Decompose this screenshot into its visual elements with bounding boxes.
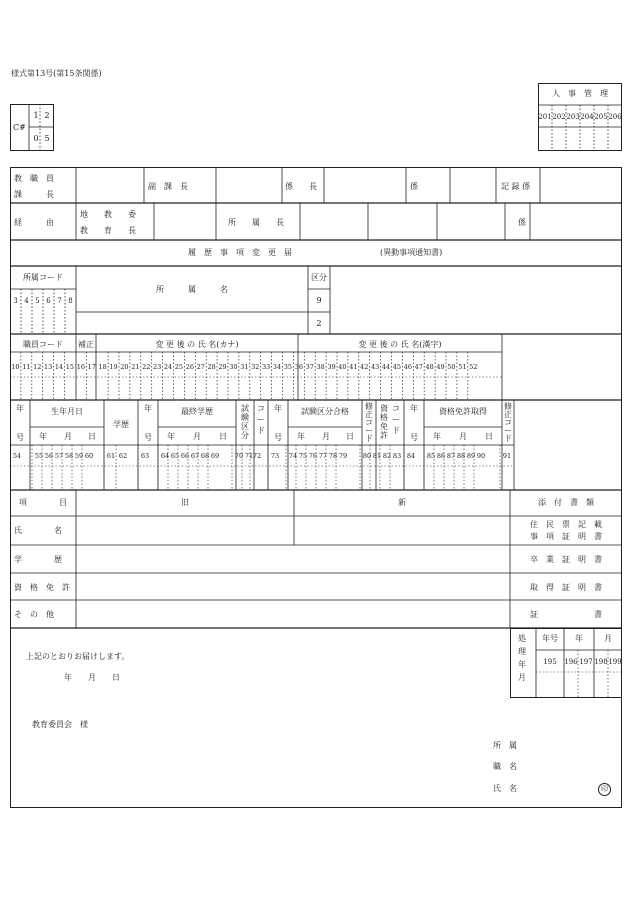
name-code: 45	[392, 363, 402, 371]
detail-code: 61	[106, 452, 116, 460]
name-code: 18	[98, 363, 107, 371]
staff-code-label: 職員コード	[23, 340, 63, 349]
shikaku-go: 号	[410, 433, 418, 442]
name-code: 36	[294, 363, 303, 371]
birth-year: 年	[39, 432, 47, 441]
name-code: 43	[370, 363, 380, 371]
koumoku-header: 項 目	[19, 498, 67, 507]
saishu-month: 月	[193, 432, 201, 441]
shikaku-code-label: コ	[392, 404, 400, 413]
name-code: 48	[425, 363, 434, 371]
shori-code: 196	[564, 658, 578, 666]
sig-dept-label: 所 属	[493, 741, 517, 750]
detail-nen: 年	[16, 404, 24, 413]
shikaku-label: 免	[380, 422, 388, 431]
attach-name-1: 住 民 票 記 載	[530, 520, 602, 529]
name-code: 46	[403, 363, 412, 371]
detail-code: 79	[338, 452, 348, 460]
c-digit: 5	[44, 134, 50, 143]
name-code: 39	[327, 363, 336, 371]
sig-name-label: 氏 名	[493, 784, 517, 793]
shozoku-code: 3	[13, 297, 18, 305]
shori-nengo: 年号	[542, 634, 558, 643]
pass-month: 月	[322, 432, 330, 441]
shikaku-code-label: ド	[392, 426, 400, 435]
detail-code: 77	[318, 452, 328, 460]
attach-gakureki: 卒 業 証 明 書	[530, 555, 602, 564]
kana-name-label: 変 更 後 の 氏 名(カナ)	[155, 340, 239, 349]
item-label-shikaku: 資 格 免 許	[14, 583, 70, 592]
name-code: 35	[283, 363, 293, 371]
name-code: 11	[22, 363, 31, 371]
name-code: 51	[458, 363, 467, 371]
name-code: 49	[436, 363, 445, 371]
approval-chikyoi: 地 教 委	[80, 210, 136, 219]
shiken-kubun-label: 分	[241, 431, 249, 440]
form-title: 履 歴 事 項 変 更 届	[188, 248, 292, 257]
shozoku-code: 4	[24, 297, 29, 305]
saishu-day: 日	[219, 432, 227, 441]
shori-label: 処	[518, 634, 526, 643]
approval-staff: 教 職 員	[14, 174, 54, 183]
hosei-code-label: 修	[365, 402, 373, 411]
name-code: 23	[152, 363, 162, 371]
approval-kakari-2: 係	[518, 218, 526, 227]
detail-code: 68	[200, 452, 210, 460]
detail-code: 90	[476, 452, 486, 460]
name-code: 10	[11, 363, 20, 371]
hosei-code-label-2: ー	[504, 426, 512, 435]
name-code: 42	[360, 363, 369, 371]
approval-kyoikucho: 教 育 長	[80, 226, 136, 235]
name-code: 19	[109, 363, 118, 371]
hosei-code-label: 正	[365, 410, 373, 419]
sig-position-label: 職 名	[493, 762, 517, 771]
jinji-code: 203	[566, 113, 580, 121]
approval-kakaricho: 係 長	[285, 182, 317, 191]
new-header: 新	[398, 498, 406, 507]
c-digit: 2	[44, 111, 50, 120]
approval-kacho: 課 長	[14, 190, 54, 199]
jinji-code: 201	[538, 113, 552, 121]
approval-kiroku: 記 録 係	[501, 182, 531, 191]
jinji-code: 204	[580, 113, 594, 121]
gakureki-label: 学歴	[113, 420, 129, 429]
shiken-code-label: コ	[257, 404, 265, 413]
name-code: 20	[120, 363, 129, 371]
hosei-code-label-2: ド	[504, 434, 512, 443]
detail-code: 54	[12, 452, 22, 460]
name-code: 28	[207, 363, 216, 371]
pass-year: 年	[297, 432, 305, 441]
old-header: 旧	[181, 498, 189, 507]
detail-code: 64	[160, 452, 170, 460]
hosei-code-label: コ	[365, 418, 373, 427]
name-code: 37	[305, 363, 314, 371]
detail-code: 67	[190, 452, 200, 460]
shori-label: 年	[518, 660, 526, 669]
declaration-text: 上記のとおりお届けします。	[26, 652, 130, 661]
shozoku-code: 5	[35, 297, 40, 305]
shori-code: 199	[608, 658, 622, 666]
detail-code: 75	[298, 452, 308, 460]
detail-code: 86	[436, 452, 446, 460]
saishu-year: 年	[167, 432, 175, 441]
hosei-code-label-2: 正	[504, 410, 512, 419]
hosei-label: 補正	[78, 340, 94, 349]
shiken-code-label: ー	[257, 415, 265, 424]
name-code: 25	[174, 363, 184, 371]
detail-code: 88	[456, 452, 466, 460]
shiken-kubun-label: 試	[241, 404, 249, 413]
jinji-code: 202	[552, 113, 566, 121]
detail-code: 83	[392, 452, 402, 460]
detail-code: 71	[244, 452, 254, 460]
shikaku-get-label: 資格免許取得	[439, 407, 487, 416]
item-label-name: 氏 名	[14, 526, 62, 535]
item-label-gakureki: 学 歴	[14, 555, 62, 564]
attach-shikaku: 取 得 証 明 書	[530, 583, 602, 592]
c-number-label: C#	[13, 123, 26, 132]
item-label-other: そ の 他	[14, 610, 54, 619]
name-code: 24	[163, 363, 173, 371]
name-code: 14	[54, 363, 64, 371]
name-code: 26	[185, 363, 194, 371]
shikaku-nen: 年	[410, 404, 418, 413]
approval-kakari: 係	[410, 182, 418, 191]
hosei-code-label: ド	[365, 434, 373, 443]
shiken-kubun-label: 区	[241, 422, 249, 431]
shikaku-label: 資	[380, 404, 388, 413]
name-code: 38	[316, 363, 325, 371]
declaration-date: 年 月 日	[64, 673, 120, 682]
name-code: 44	[381, 363, 391, 371]
hosei-code-label: ー	[365, 426, 373, 435]
shori-code: 195	[543, 658, 557, 666]
seal-mark: 印	[598, 783, 611, 796]
name-code: 22	[142, 363, 151, 371]
attach-name-2: 事 項 証 明 書	[530, 532, 602, 541]
shikaku-label: 格	[380, 413, 388, 422]
name-code: 34	[272, 363, 282, 371]
detail-code: 63	[140, 452, 150, 460]
detail-code: 66	[180, 452, 190, 460]
name-code: 50	[447, 363, 456, 371]
shori-label: 月	[518, 673, 526, 682]
detail-code: 87	[446, 452, 456, 460]
name-code: 15	[65, 363, 75, 371]
shikaku-code-label: ー	[392, 415, 400, 424]
pass-day: 日	[346, 432, 354, 441]
detail-code: 85	[426, 452, 436, 460]
detail-code: 91	[502, 452, 512, 460]
hosei-code-label-2: 修	[504, 402, 512, 411]
birth-label: 生年月日	[51, 407, 83, 416]
detail-code: 81	[372, 452, 382, 460]
shozoku-code-label: 所属コード	[23, 273, 63, 282]
shori-code: 197	[579, 658, 593, 666]
detail-code: 55	[34, 452, 44, 460]
name-code: 31	[240, 363, 249, 371]
detail-code: 76	[308, 452, 318, 460]
shozoku-code: 7	[57, 297, 62, 305]
shiken-nen: 年	[274, 404, 282, 413]
detail-code: 80	[362, 452, 372, 460]
get-year: 年	[433, 432, 441, 441]
shozoku-code: 8	[68, 297, 73, 305]
birth-month: 月	[64, 432, 72, 441]
attach-header: 添 付 書 類	[538, 498, 594, 507]
detail-code: 84	[406, 452, 416, 460]
form-subtitle: (異動事項通知書)	[380, 248, 443, 257]
shiken-code-label: ド	[257, 426, 265, 435]
kubun-value: 9	[316, 296, 322, 305]
detail-code: 65	[170, 452, 180, 460]
detail-code: 78	[328, 452, 338, 460]
name-code: 40	[338, 363, 347, 371]
saishu-label: 最終学歴	[181, 407, 213, 416]
gakureki-nen: 年	[144, 404, 152, 413]
name-code: 29	[218, 363, 227, 371]
shori-tsuki: 月	[604, 634, 612, 643]
detail-code: 59	[74, 452, 84, 460]
approval-keiyu: 経 由	[14, 218, 54, 227]
shiken-pass-label: 試験区分合格	[301, 407, 349, 416]
shozoku-name-label: 所 属 名	[156, 285, 228, 294]
detail-code: 57	[54, 452, 64, 460]
kubun-value: 2	[316, 319, 322, 328]
name-code: 33	[261, 363, 271, 371]
name-code: 30	[229, 363, 238, 371]
jinji-code: 205	[594, 113, 608, 121]
shiken-kubun-label: 験	[241, 413, 249, 422]
kubun-label: 区分	[311, 273, 327, 282]
shikaku-label: 許	[380, 431, 388, 440]
detail-code: 74	[288, 452, 298, 460]
shori-code: 198	[594, 658, 608, 666]
hosei-code-label-2: コ	[504, 418, 512, 427]
c-digit: 0	[33, 134, 39, 143]
detail-code: 60	[84, 452, 94, 460]
detail-code: 72	[252, 452, 262, 460]
get-day: 日	[485, 432, 493, 441]
detail-code: 69	[210, 452, 220, 460]
detail-code: 82	[382, 452, 392, 460]
detail-code: 62	[118, 452, 128, 460]
name-code: 16	[76, 363, 85, 371]
detail-code: 89	[466, 452, 476, 460]
form-id: 様式第13号(第15条関係)	[11, 69, 102, 78]
c-digit: 1	[33, 111, 39, 120]
board-addressee: 教育委員会 様	[32, 720, 88, 729]
birth-day: 日	[88, 432, 96, 441]
detail-code: 58	[64, 452, 74, 460]
name-code: 12	[33, 363, 42, 371]
name-code: 32	[251, 363, 260, 371]
jinji-code: 206	[608, 113, 622, 121]
approval-shozokucho: 所 属 長	[228, 218, 284, 227]
name-code: 47	[414, 363, 423, 371]
kanji-name-label: 変 更 後 の 氏 名(漢字)	[358, 340, 442, 349]
name-code: 21	[131, 363, 140, 371]
shori-nen: 年	[575, 634, 583, 643]
name-code: 13	[43, 363, 53, 371]
detail-code: 56	[44, 452, 54, 460]
name-code: 52	[469, 363, 478, 371]
get-month: 月	[459, 432, 467, 441]
gakureki-go: 号	[144, 433, 152, 442]
detail-go: 号	[16, 433, 24, 442]
approval-fuku-kacho: 副 課 長	[148, 182, 188, 191]
jinji-title: 人 事 管 理	[552, 89, 608, 98]
name-code: 27	[196, 363, 205, 371]
shiken-go: 号	[274, 433, 282, 442]
shozoku-code: 6	[46, 297, 51, 305]
detail-code: 70	[234, 452, 244, 460]
name-code: 17	[87, 363, 96, 371]
name-code: 41	[349, 363, 358, 371]
attach-other: 証 書	[530, 610, 602, 619]
shori-label: 理	[518, 647, 526, 656]
detail-code: 73	[270, 452, 280, 460]
